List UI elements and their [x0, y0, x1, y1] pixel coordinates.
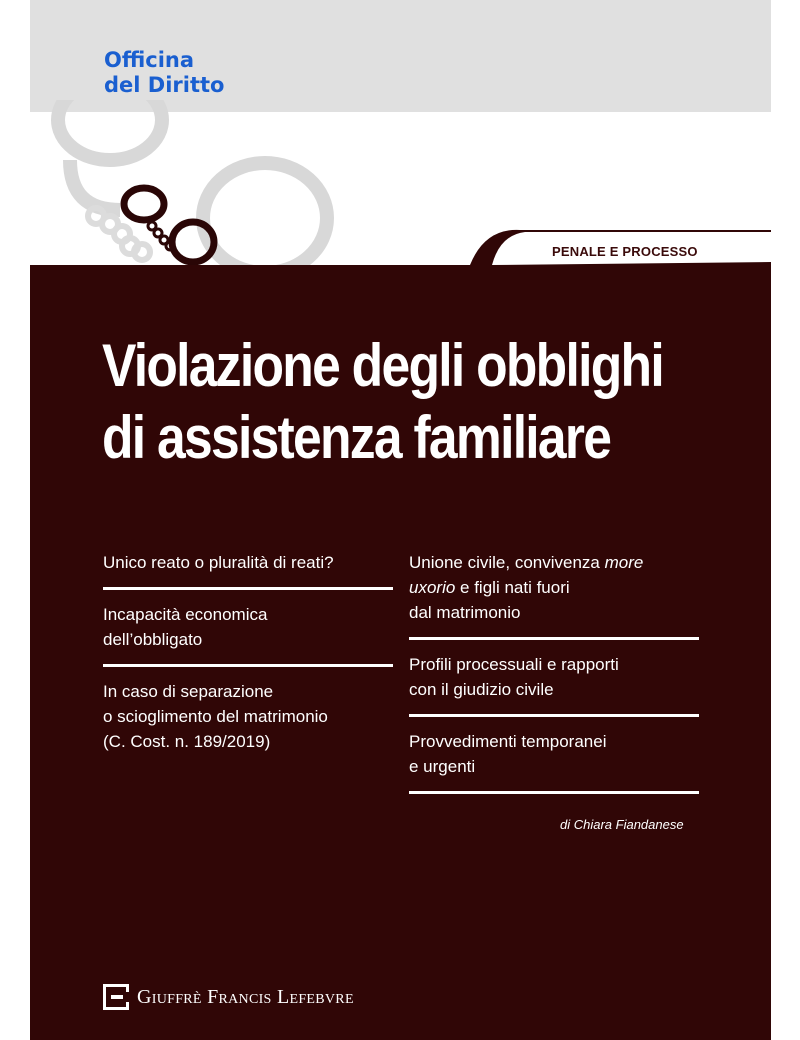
author: di Chiara Fiandanese [560, 817, 684, 832]
topics-left [103, 550, 393, 754]
topics-right [409, 550, 699, 806]
topic-item [103, 550, 393, 575]
topic-item [103, 602, 393, 652]
topic-item [103, 679, 393, 754]
topic-text: Profili processuali e rapporti con il giudizio civile [409, 655, 619, 699]
topic-text-part: Unione civile, convivenza [409, 553, 605, 572]
divider [103, 587, 393, 590]
title-line-2: di assistenza familiare [102, 404, 611, 471]
divider [103, 664, 393, 667]
topic-text-emphasis: uxorio [409, 578, 456, 597]
topic-text: In caso di separazione o scioglimento del matrimonio (C. Cost. n. 189/2019) [103, 682, 328, 751]
publisher [103, 984, 354, 1010]
divider [409, 714, 699, 717]
book-cover [30, 0, 771, 1040]
series-logo [104, 48, 224, 98]
topic-text-part: dal matrimonio [409, 603, 521, 622]
series-line-2: del Diritto [104, 73, 225, 97]
divider [409, 791, 699, 794]
topic-text-part: e figli nati fuori [455, 578, 570, 597]
topic-text: Unico reato o pluralità di reati? [103, 553, 334, 572]
topic-text: Incapacità economica dell’obbligato [103, 605, 268, 649]
book-title [102, 330, 663, 474]
publisher-square-logo-icon [103, 984, 129, 1010]
topic-text [409, 550, 699, 625]
topic-item [409, 729, 699, 779]
publisher-name: Giuffrè Francis Lefebvre [137, 985, 354, 1008]
topic-text-emphasis: more [604, 553, 644, 572]
category-label: PENALE E PROCESSO [552, 244, 698, 259]
divider [409, 637, 699, 640]
series-line-1: Officina [104, 48, 195, 72]
title-line-1: Violazione degli obblighi [102, 332, 663, 399]
topic-item [409, 550, 699, 625]
topic-item [409, 652, 699, 702]
topic-text: Provvedimenti temporanei e urgenti [409, 732, 607, 776]
